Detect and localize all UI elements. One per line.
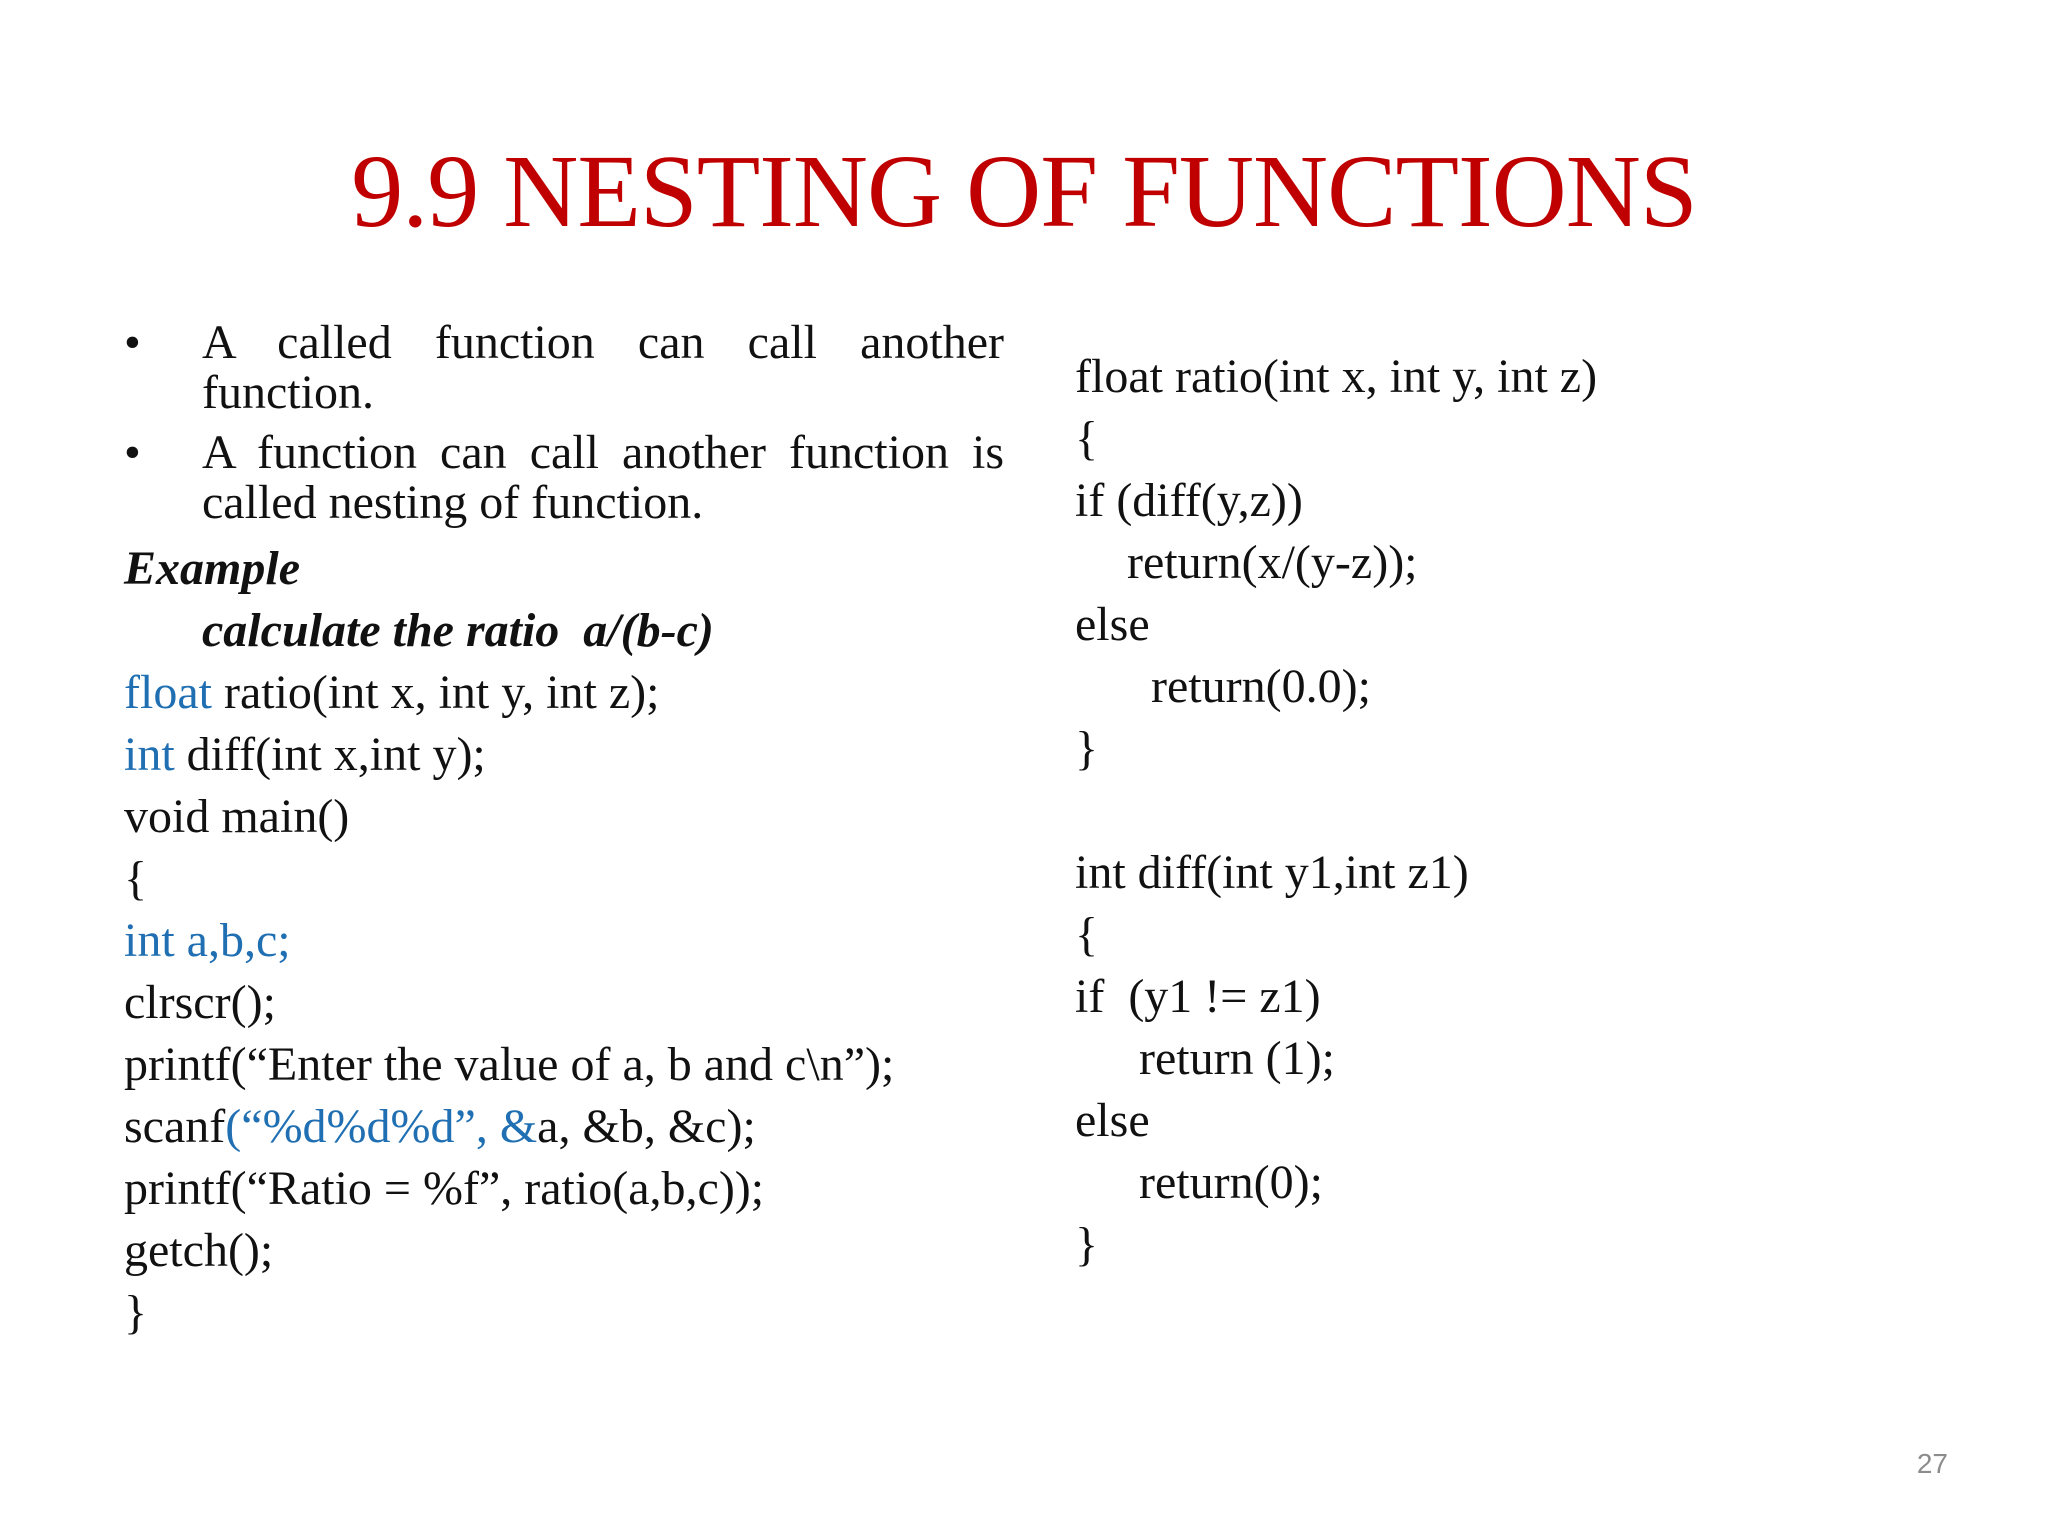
code-line: } <box>1075 1218 1099 1271</box>
code-text: diff(int x,int y); <box>174 728 486 781</box>
code-line: return(0.0); <box>1151 660 1371 713</box>
code-keyword: (“%d%d%d”, & <box>225 1100 538 1153</box>
code-line: else <box>1075 598 1150 651</box>
code-line: float ratio(int x, int y, int z) <box>1075 350 1598 403</box>
code-line: { <box>1075 908 1099 961</box>
code-line: { <box>124 852 148 905</box>
code-line: int a,b,c; <box>124 914 291 967</box>
slide-title: 9.9 NESTING OF FUNCTIONS <box>351 134 1697 249</box>
code-line: { <box>1075 412 1099 465</box>
example-heading: Example <box>124 542 300 595</box>
code-line: else <box>1075 1094 1150 1147</box>
code-line <box>124 724 1004 786</box>
code-line: return (1); <box>1139 1032 1335 1085</box>
bullet-text: A called function can call another function. <box>202 316 1004 419</box>
code-line: printf(“Enter the value of a, b and c\n”); <box>124 1038 895 1091</box>
code-keyword: int <box>124 728 175 781</box>
bullet-icon: • <box>124 426 141 479</box>
code-text: scanf <box>124 1100 226 1153</box>
code-line: int diff(int y1,int z1) <box>1075 846 1469 899</box>
main-code-block <box>124 662 1004 1344</box>
code-line: return(x/(y-z)); <box>1127 536 1418 589</box>
code-spacer <box>1075 780 1975 842</box>
bullet-list <box>124 318 1004 528</box>
code-line: if (diff(y,z)) <box>1075 474 1303 527</box>
code-line <box>124 1096 1004 1158</box>
code-line: } <box>1075 722 1099 775</box>
example-subheading: calculate the ratio a/(b-c) <box>202 604 714 657</box>
bullet-item <box>124 318 1004 418</box>
code-line: return(0); <box>1139 1156 1323 1209</box>
code-line: void main() <box>124 790 350 843</box>
code-keyword: float <box>124 666 212 719</box>
bullet-text: A function can call another function is called nesting of function. <box>202 426 1004 529</box>
code-line: if (y1 != z1) <box>1075 970 1321 1023</box>
code-text: ratio(int x, int y, int z); <box>211 666 660 719</box>
code-line: printf(“Ratio = %f”, ratio(a,b,c)); <box>124 1162 765 1215</box>
bullet-icon: • <box>124 316 141 369</box>
code-line: clrscr(); <box>124 976 276 1029</box>
code-line <box>124 662 1004 724</box>
right-column <box>1075 346 1975 1276</box>
code-line: } <box>124 1286 148 1339</box>
code-text: a, &b, &c); <box>537 1100 756 1153</box>
left-column <box>124 318 1004 1344</box>
code-line: getch(); <box>124 1224 274 1277</box>
bullet-item <box>124 428 1004 528</box>
page-number: 27 <box>1916 1448 1948 1479</box>
